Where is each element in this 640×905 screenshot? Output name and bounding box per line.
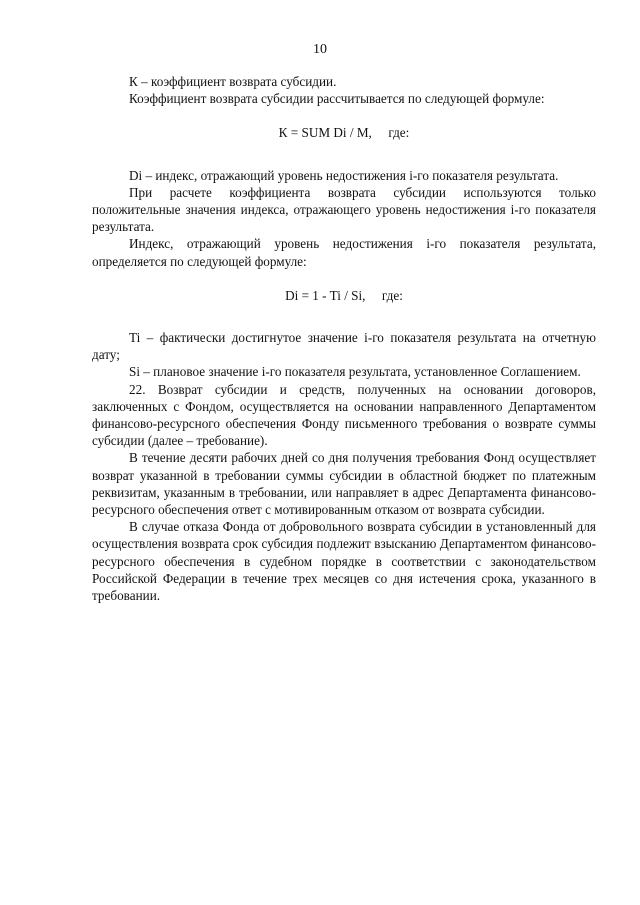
paragraph-ti-definition: Ti – фактически достигнутое значение i-го показателя результата на отчетную дату; [92,330,596,363]
spacer [92,159,596,167]
spacer [92,142,596,159]
paragraph-di-definition: Di – индекс, отражающий уровень недостижения i-го показателя результата. [129,167,559,183]
spacer [92,270,596,287]
spacer [92,107,596,124]
spacer [92,321,596,329]
paragraph-si-definition: Si – плановое значение i-го показателя результата, установленное Соглашением. [129,364,581,380]
paragraph-di-formula-intro: Индекс, отражающий уровень недостижения i-го показателя результата, определяется по следующей формуле: [92,236,596,269]
paragraph-k-definition: К – коэффициент возврата субсидии. [129,74,337,89]
paragraph-refusal: В случае отказа Фонда от добровольного возврата субсидии в установленный для осуществления возврата срок субсидия подлежит взысканию Департаментом финансово-ресурсного обеспечения в судебном порядке в соответствии с законодательством Российской Федерации в течение трех месяцев со дня истечения срока, указанного в требовании. [92,519,596,604]
paragraph-clause-22: 22. Возврат субсидии и средств, полученных на основании договоров, заключенных с Фондом, осуществляется на основании направленного Департаментом финансово-ресурсного обеспечения Фонду письменного требования о возврате суммы субсидии (далее – требование). [92,381,596,449]
formula-k: К = SUM Di / M, где: [278,125,410,141]
document-body [92,73,596,604]
paragraph-k-formula-intro: Коэффициент возврата субсидии рассчитывается по следующей формуле: [129,91,545,107]
page-number: 10 [313,42,327,57]
paragraph-positive-values-note: При расчете коэффициента возврата субсидии используются только положительные значения индекса, отражающего уровень недостижения i-го показателя результата. [92,184,596,235]
formula-di: Di = 1 - Ti / Si, где: [285,287,403,303]
spacer [92,304,596,321]
paragraph-ten-days: В течение десяти рабочих дней со дня получения требования Фонд осуществляет возврат указанной в требовании суммы субсидии в областной бюджет по платежным реквизитам, указанным в требовании, или направляет в адрес Департамента финансово-ресурсного обеспечения ответ с мотивированным отказом от возврата субсидии. [92,450,596,518]
